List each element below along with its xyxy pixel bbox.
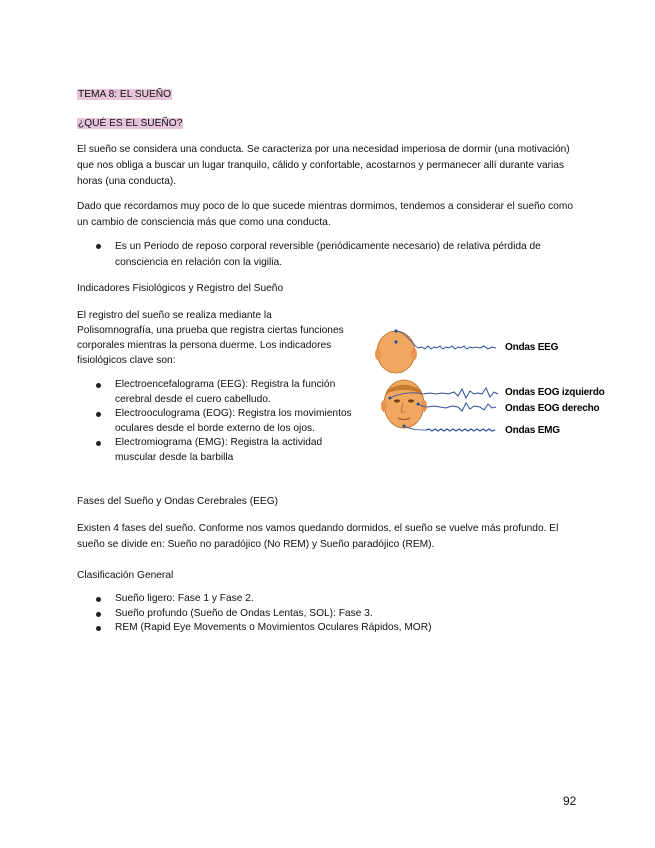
page-number: 92 [563,794,577,808]
polysomnography-illustration [372,326,612,446]
polysomnography-figure [372,326,612,446]
phases-paragraph: Existen 4 fases del sueño. Conforme nos vamos quedando dormidos, el sueño se vuelve más profundo. El sueño se divide en: Sueño no paradójico (No REM) y Sueño paradójico (REM). [77,523,559,550]
page-title-text: TEMA 8: EL SUEÑO [78,89,172,100]
head-face-icon [381,380,427,428]
section-phases-heading: Fases del Sueño y Ondas Cerebrales (EEG) [77,496,279,507]
section-question-text: ¿QUÉ ES EL SUEÑO? [78,118,183,129]
definition-list [77,239,585,271]
emg-wave [426,429,495,431]
section-indicators-heading: Indicadores Fisiológicos y Registro del Sueño [77,283,284,294]
list-item: REM (Rapid Eye Movements o Movimientos Oculares Rápidos, MOR) [77,621,582,636]
page-title [77,89,172,100]
eog-left-wave [424,388,498,398]
intro-paragraph: El sueño se considera una conducta. Se caracteriza por una necesidad imperiosa de dormir (una motivación) que nos obliga a buscar un lugar tranquilo, cálido y confortable, acostarnos y permanecer allí durante varias horas (una conducta). [77,144,570,187]
section-classification-heading: Clasificación General [77,570,174,581]
list-item: Electromiograma (EMG): Registra la actividad muscular desde la barbilla [77,436,357,465]
eog-right-wave [428,403,496,411]
classification-list [77,592,582,636]
second-paragraph: Dado que recordamos muy poco de lo que sucede mientras dormimos, tendemos a considerar el sueño como un cambio de consciencia más que como una conducta. [77,201,574,228]
list-item: Sueño profundo (Sueño de Ondas Lentas, SOL): Fase 3. [77,607,582,622]
list-item: Electrooculograma (EOG): Registra los movimientos oculares desde el borde externo de los ojos. [77,407,357,436]
emg-label: Ondas EMG [505,425,560,436]
list-item: Es un Periodo de reposo corporal reversible (periódicamente necesario) de relativa pérdida de consciencia en relación con la vigilia. [77,239,585,271]
list-item: Electroencefalograma (EEG): Registra la función cerebral desde el cuero cabelludo. [77,378,357,407]
indicators-list [77,378,357,466]
eog-right-label: Ondas EOG derecho [505,403,600,414]
eeg-label: Ondas EEG [505,342,559,353]
section-question [77,118,183,129]
eog-left-label: Ondas EOG izquierdo [505,387,605,398]
list-item: Sueño ligero: Fase 1 y Fase 2. [77,592,582,607]
registro-paragraph: El registro del sueño se realiza mediante la Polisomnografía, una prueba que registra ciertas funciones corporales mientras la persona duerme. Los indicadores fisiológicos clave son: [77,310,344,366]
head-back-icon [375,329,417,373]
eeg-wave [418,346,496,349]
